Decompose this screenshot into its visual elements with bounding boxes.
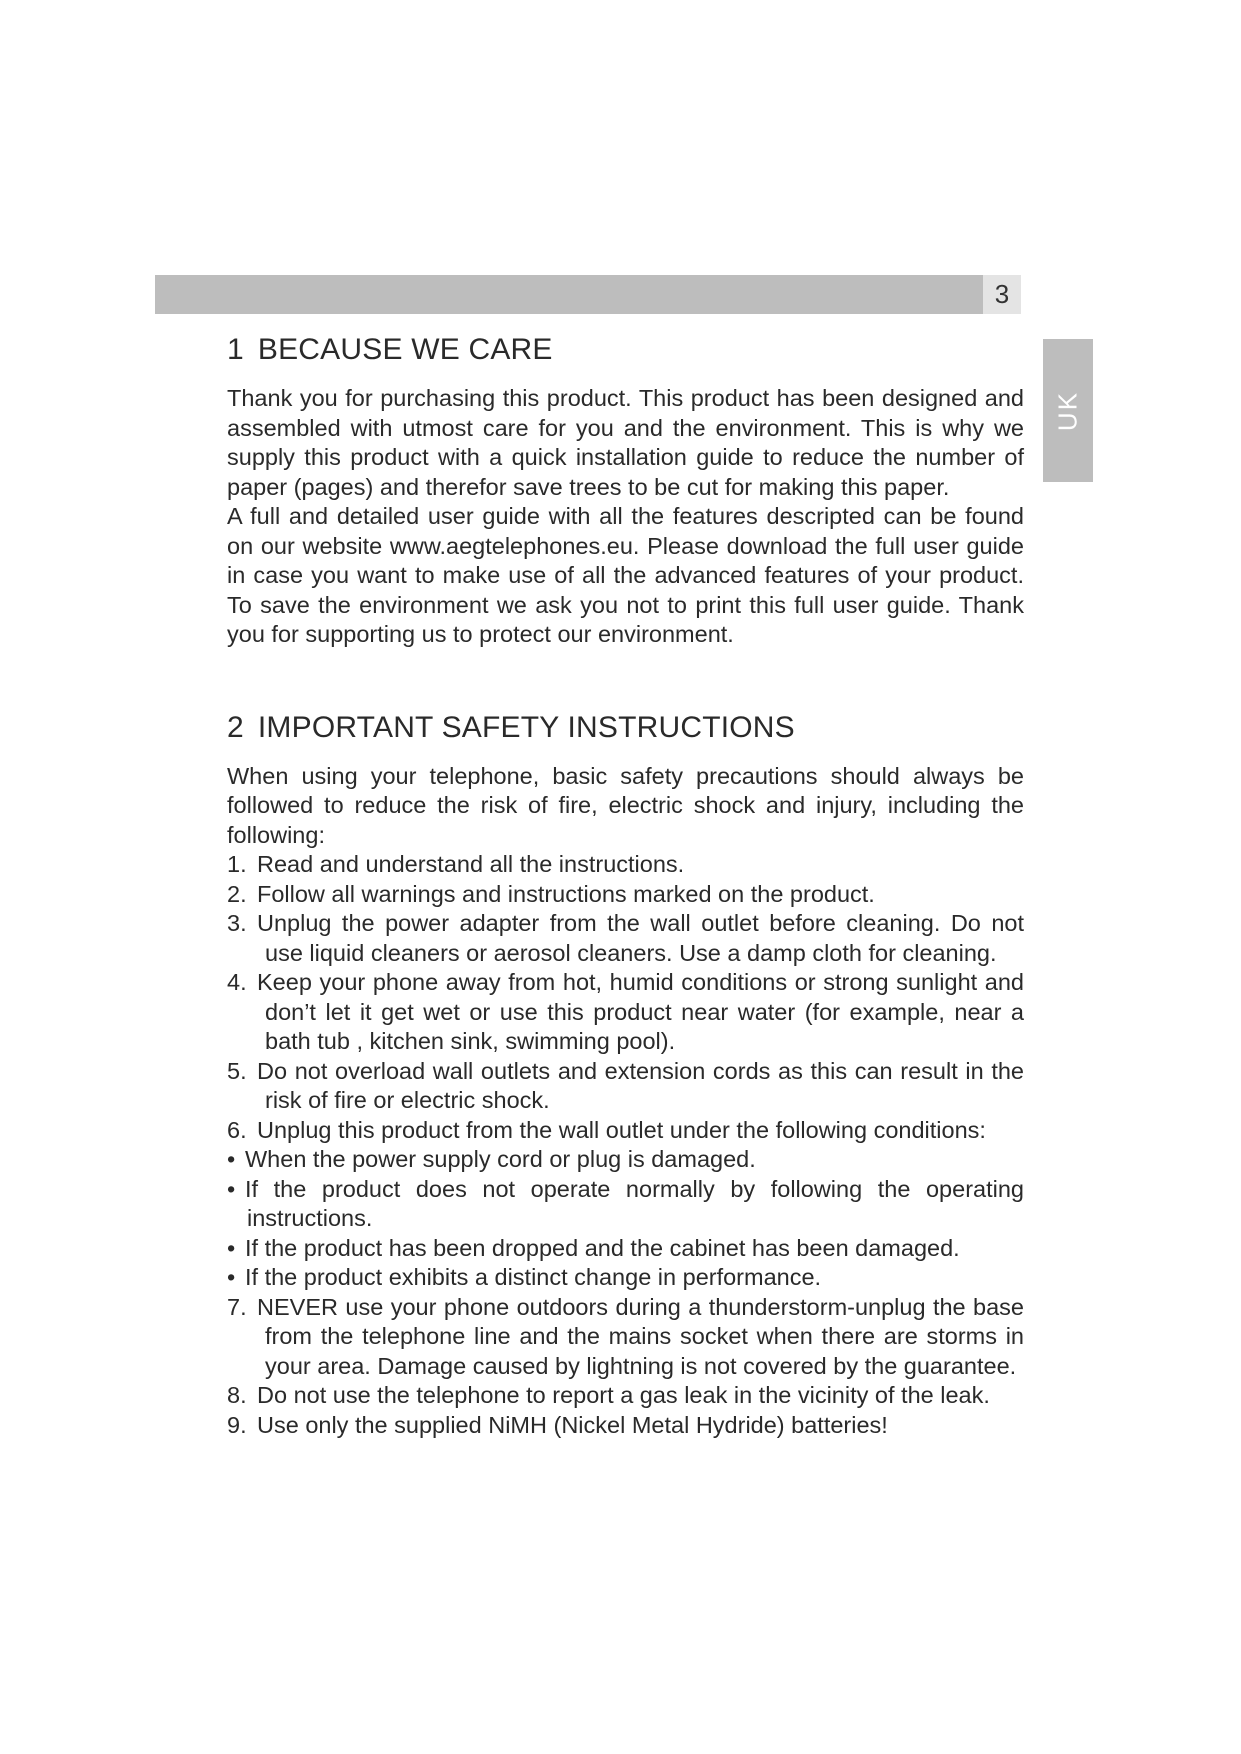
item-text: If the product exhibits a distinct change in performance. bbox=[245, 1264, 822, 1290]
item-text: If the product does not operate normally by following the operating instructions. bbox=[245, 1175, 1024, 1231]
list-item bbox=[227, 1381, 1024, 1411]
item-marker: 4. bbox=[227, 969, 247, 995]
list-item bbox=[227, 880, 1024, 910]
safety-instruction-list bbox=[227, 850, 1024, 1440]
section-2-number: 2 bbox=[227, 710, 244, 744]
list-item bbox=[227, 1411, 1024, 1441]
list-item bbox=[227, 968, 1024, 1057]
list-item bbox=[227, 1145, 1024, 1175]
section-1-paragraph: Thank you for purchasing this product. This product has been designed and assembled with utmost care for you and the environment. This is why we supply this product with a quick installation guide to reduce the number of paper (pages) and therefor save trees to be cut for making this paper. bbox=[227, 385, 1024, 500]
list-item bbox=[227, 1116, 1024, 1146]
item-text: When the power supply cord or plug is damaged. bbox=[245, 1146, 756, 1172]
page-content bbox=[227, 328, 1024, 1440]
list-item bbox=[227, 850, 1024, 880]
bullet-marker: • bbox=[227, 1234, 236, 1261]
bullet-marker: • bbox=[227, 1175, 236, 1202]
header-bar bbox=[155, 275, 983, 314]
item-text: NEVER use your phone outdoors during a thunderstorm-unplug the base from the telephone line and the mains socket when there are storms in your area. Damage caused by lightning is not covered by the guarantee. bbox=[257, 1293, 1024, 1379]
item-text: Keep your phone away from hot, humid conditions or strong sunlight and don’t let it get wet or use this product near water (for example, near a bath tub , kitchen sink, swimming pool). bbox=[257, 969, 1024, 1054]
item-marker: 5. bbox=[227, 1057, 247, 1084]
item-marker: 7. bbox=[227, 1293, 247, 1320]
item-text: Unplug this product from the wall outlet under the following conditions: bbox=[257, 1116, 986, 1143]
list-item bbox=[227, 1057, 1024, 1116]
section-2-heading bbox=[227, 706, 1024, 750]
item-marker: 3. bbox=[227, 910, 247, 936]
section-1-heading bbox=[227, 328, 1024, 372]
item-text: Read and understand all the instructions. bbox=[257, 851, 685, 877]
item-text: If the product has been dropped and the cabinet has been damaged. bbox=[245, 1234, 960, 1261]
item-text: Do not use the telephone to report a gas leak in the vicinity of the leak. bbox=[257, 1382, 990, 1408]
item-marker: 6. bbox=[227, 1116, 247, 1143]
item-marker: 2. bbox=[227, 880, 247, 907]
item-marker: 8. bbox=[227, 1382, 247, 1408]
language-tab bbox=[1043, 339, 1093, 482]
list-item bbox=[227, 1263, 1024, 1293]
bullet-marker: • bbox=[227, 1146, 236, 1172]
section-2-title: IMPORTANT SAFETY INSTRUCTIONS bbox=[257, 710, 795, 744]
list-item bbox=[227, 1293, 1024, 1382]
item-text: Do not overload wall outlets and extension cords as this can result in the risk of fire or electric shock. bbox=[257, 1057, 1024, 1113]
section-1-number: 1 bbox=[227, 333, 244, 366]
language-tab-label: UK bbox=[1052, 390, 1083, 431]
item-marker: 1. bbox=[227, 851, 247, 877]
section-2-intro: When using your telephone, basic safety precautions should always be followed to reduce the risk of fire, electric shock and injury, including the following: bbox=[227, 762, 1024, 848]
item-marker: 9. bbox=[227, 1411, 247, 1438]
list-item bbox=[227, 909, 1024, 968]
section-1-title: BECAUSE WE CARE bbox=[257, 333, 553, 366]
list-item bbox=[227, 1234, 1024, 1264]
item-text: Follow all warnings and instructions marked on the product. bbox=[257, 880, 875, 907]
section-1-paragraph: A full and detailed user guide with all the features descripted can be found on our website www.aegtelephones.eu. Please download the full user guide in case you want to make use of all the advanced features of your product. To save the environment we ask you not to print this full user guide. Thank you for supporting us to protect our environment. bbox=[227, 503, 1024, 647]
item-text: Unplug the power adapter from the wall outlet before cleaning. Do not use liquid cleaners or aerosol cleaners. Use a damp cloth for cleaning. bbox=[257, 910, 1024, 966]
page-number: 3 bbox=[983, 275, 1021, 314]
section-because-we-care bbox=[227, 328, 1024, 650]
list-item bbox=[227, 1175, 1024, 1234]
section-safety-instructions bbox=[227, 706, 1024, 1441]
bullet-marker: • bbox=[227, 1264, 236, 1290]
item-text: Use only the supplied NiMH (Nickel Metal Hydride) batteries! bbox=[257, 1411, 888, 1438]
